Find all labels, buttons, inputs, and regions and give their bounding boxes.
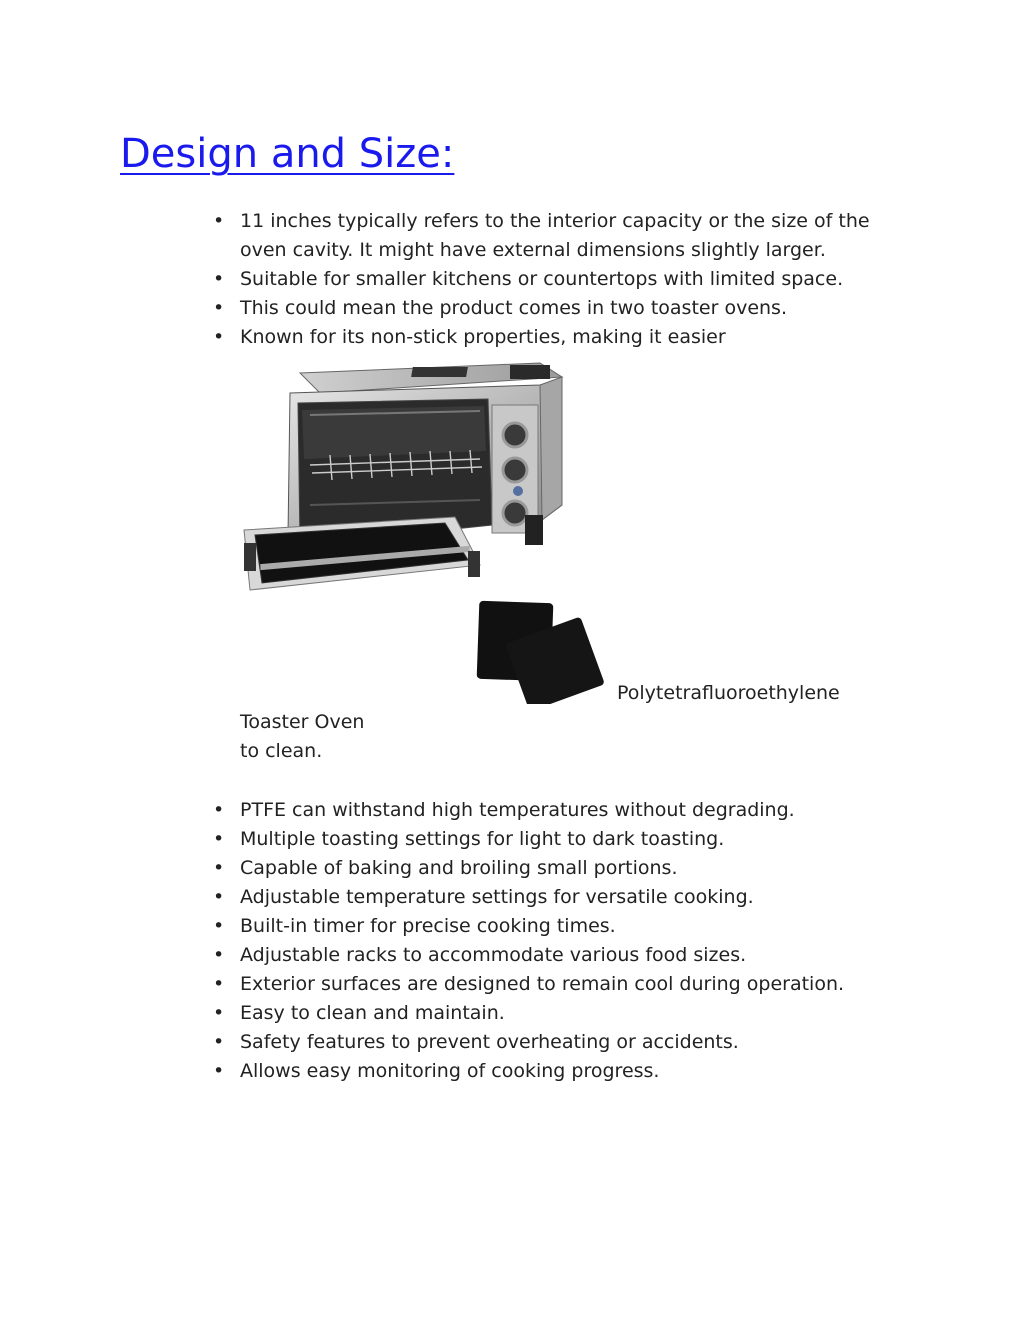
list-item: • Adjustable racks to accommodate various food sizes. bbox=[240, 941, 880, 970]
list-item: • Capable of baking and broiling small portions. bbox=[240, 854, 880, 883]
list-item: • PTFE can withstand high temperatures without degrading. bbox=[240, 796, 880, 825]
list-item: • Built-in timer for precise cooking times. bbox=[240, 912, 880, 941]
list-item: • Multiple toasting settings for light to dark toasting. bbox=[240, 825, 880, 854]
list-item: • Suitable for smaller kitchens or countertops with limited space. bbox=[240, 265, 880, 294]
feature-list-bottom bbox=[240, 796, 880, 1086]
list-item: • This could mean the product comes in two toaster ovens. bbox=[240, 294, 880, 323]
list-item: • Allows easy monitoring of cooking progress. bbox=[240, 1057, 880, 1086]
list-item: • Adjustable temperature settings for versatile cooking. bbox=[240, 883, 880, 912]
list-item: • Exterior surfaces are designed to remain cool during operation. bbox=[240, 970, 880, 999]
clean-caption: to clean. bbox=[240, 740, 323, 762]
list-item: • 11 inches typically refers to the interior capacity or the size of the oven cavity. It might have external dimensions slightly larger. bbox=[240, 207, 880, 265]
list-item: • Safety features to prevent overheating or accidents. bbox=[240, 1028, 880, 1057]
list-item: • Known for its non-stick properties, making it easier bbox=[240, 323, 880, 352]
oven-caption: Toaster Oven bbox=[240, 711, 365, 733]
ptfe-mat-image bbox=[470, 600, 620, 704]
page-title[interactable]: Design and Size: bbox=[120, 131, 455, 177]
list-item: • Easy to clean and maintain. bbox=[240, 999, 880, 1028]
feature-list-top bbox=[240, 207, 880, 352]
toaster-oven-image bbox=[240, 355, 576, 600]
ptfe-caption: Polytetrafluoroethylene bbox=[617, 682, 840, 704]
